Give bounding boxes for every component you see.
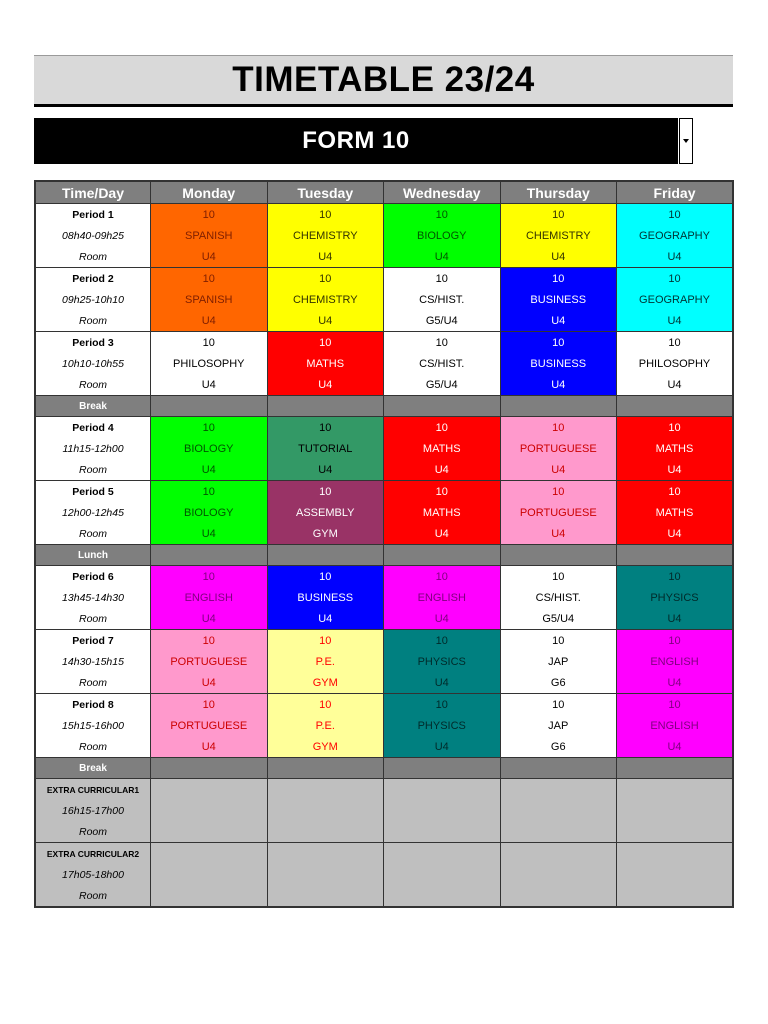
subject-name: PHYSICS [650, 591, 699, 604]
room-code: U4 [318, 378, 333, 391]
subject-name: CHEMISTRY [292, 229, 358, 242]
class-group: 10 [552, 208, 565, 221]
class-group: 10 [668, 485, 681, 498]
subject-name: BUSINESS [530, 357, 587, 370]
period-time: 09h25-10h10 [62, 293, 124, 306]
period-label: Period 7 [72, 634, 114, 647]
lesson-cell[interactable] [384, 417, 501, 481]
subject-name: PORTUGUESE [170, 719, 248, 732]
room-code: U4 [201, 250, 216, 263]
room-label: Room [78, 825, 107, 838]
subject-name: MATHS [655, 442, 694, 455]
empty-slot-cell[interactable] [384, 779, 501, 843]
header-friday: Friday [617, 181, 734, 204]
class-group: 10 [552, 698, 565, 711]
time-cell [35, 417, 151, 481]
class-group: 10 [319, 336, 332, 349]
class-group: 10 [319, 698, 332, 711]
empty-slot-cell[interactable] [500, 843, 617, 908]
room-code: GYM [312, 676, 338, 689]
class-group: 10 [435, 421, 448, 434]
form-title: FORM 10 [302, 127, 410, 154]
room-code: GYM [312, 740, 338, 753]
class-group: 10 [202, 698, 215, 711]
period-time: 14h30-15h15 [62, 655, 124, 668]
room-code: GYM [312, 527, 338, 540]
subject-name: P.E. [315, 719, 335, 732]
subject-name: CHEMISTRY [525, 229, 591, 242]
subject-name: JAP [548, 655, 569, 668]
subject-name: PHILOSOPHY [172, 357, 245, 370]
separator-fill [267, 758, 384, 779]
separator-fill [151, 758, 268, 779]
room-code: G5/U4 [425, 378, 458, 391]
period-row [35, 630, 733, 694]
lesson-cell[interactable] [151, 332, 268, 396]
room-code: U4 [434, 740, 449, 753]
lesson-cell[interactable] [151, 566, 268, 630]
lesson-cell[interactable] [500, 332, 617, 396]
time-cell [35, 566, 151, 630]
room-code: U4 [201, 527, 216, 540]
class-group: 10 [668, 421, 681, 434]
subject-name: MATHS [422, 442, 461, 455]
class-group: 10 [435, 634, 448, 647]
period-row [35, 332, 733, 396]
period-time: 08h40-09h25 [62, 229, 124, 242]
room-label: Room [78, 250, 107, 263]
subject-name: MATHS [306, 357, 345, 370]
period-row [35, 204, 733, 268]
separator-fill [384, 396, 501, 417]
time-cell [35, 630, 151, 694]
period-time: 13h45-14h30 [62, 591, 124, 604]
subject-name: PHILOSOPHY [638, 357, 711, 370]
room-code: U4 [434, 463, 449, 476]
subject-name: CS/HIST. [535, 591, 581, 604]
class-group: 10 [202, 272, 215, 285]
subject-name: ENGLISH [184, 591, 233, 604]
lesson-cell[interactable] [267, 694, 384, 758]
empty-slot-cell[interactable] [267, 779, 384, 843]
lesson-cell[interactable] [500, 694, 617, 758]
subject-name: JAP [548, 719, 569, 732]
lesson-cell[interactable] [267, 332, 384, 396]
room-label: Room [78, 378, 107, 391]
room-code: U4 [318, 612, 333, 625]
room-code: U4 [551, 314, 566, 327]
class-group: 10 [668, 272, 681, 285]
separator-fill [617, 545, 734, 566]
period-time: 11h15-12h00 [62, 442, 124, 455]
room-code: U4 [318, 314, 333, 327]
room-code: U4 [201, 676, 216, 689]
class-group: 10 [319, 421, 332, 434]
subject-name: CS/HIST. [419, 293, 465, 306]
title-bar [34, 55, 733, 107]
room-label: Room [78, 889, 107, 902]
lesson-cell[interactable] [500, 204, 617, 268]
empty-slot-cell[interactable] [151, 779, 268, 843]
empty-slot-cell[interactable] [151, 843, 268, 908]
period-time: 10h10-10h55 [62, 357, 124, 370]
period-label: Period 2 [72, 272, 114, 285]
subject-name: GEOGRAPHY [639, 229, 710, 242]
room-code: U4 [667, 740, 682, 753]
separator-fill [151, 545, 268, 566]
subject-name: PORTUGUESE [519, 442, 597, 455]
class-group: 10 [202, 570, 215, 583]
room-label: Room [78, 527, 107, 540]
separator-label: Break [35, 396, 151, 417]
room-code: U4 [667, 314, 682, 327]
class-group: 10 [668, 336, 681, 349]
caret-down-icon [682, 138, 690, 144]
room-code: U4 [551, 250, 566, 263]
time-cell [35, 843, 151, 908]
separator-label: Break [35, 758, 151, 779]
empty-slot-cell[interactable] [500, 779, 617, 843]
room-code: U4 [201, 740, 216, 753]
subject-name: ENGLISH [417, 591, 466, 604]
lesson-cell[interactable] [500, 417, 617, 481]
subject-name: PHYSICS [417, 655, 466, 668]
period-label: Period 6 [72, 570, 114, 583]
subject-name: TUTORIAL [298, 442, 353, 455]
page-title: TIMETABLE 23/24 [232, 60, 535, 99]
subject-name: P.E. [315, 655, 335, 668]
room-code: U4 [667, 463, 682, 476]
time-cell [35, 204, 151, 268]
lesson-cell[interactable] [151, 417, 268, 481]
timetable [34, 180, 734, 908]
extra-curricular-row [35, 843, 733, 908]
lesson-cell[interactable] [151, 481, 268, 545]
lesson-cell[interactable] [151, 694, 268, 758]
subject-name: SPANISH [185, 229, 233, 242]
class-group: 10 [668, 208, 681, 221]
form-selector-bar [34, 118, 678, 164]
lesson-cell[interactable] [267, 566, 384, 630]
subject-name: MATHS [655, 506, 694, 519]
room-code: U4 [667, 250, 682, 263]
subject-name: BUSINESS [530, 293, 587, 306]
lesson-cell[interactable] [500, 630, 617, 694]
period-row [35, 417, 733, 481]
room-code: U4 [201, 463, 216, 476]
room-code: U4 [318, 250, 333, 263]
separator-fill [384, 758, 501, 779]
subject-name: ENGLISH [650, 655, 699, 668]
lesson-cell[interactable] [617, 566, 734, 630]
room-code: U4 [667, 378, 682, 391]
room-code: U4 [551, 378, 566, 391]
period-time: 16h15-17h00 [62, 804, 124, 817]
separator-fill [267, 396, 384, 417]
lesson-cell[interactable] [384, 630, 501, 694]
period-time: 15h15-16h00 [62, 719, 124, 732]
lesson-cell[interactable] [500, 268, 617, 332]
class-group: 10 [202, 208, 215, 221]
separator-row [35, 758, 733, 779]
room-code: U4 [551, 463, 566, 476]
room-code: U4 [434, 612, 449, 625]
empty-slot-cell[interactable] [617, 843, 734, 908]
room-code: U4 [434, 250, 449, 263]
class-group: 10 [668, 570, 681, 583]
separator-fill [267, 545, 384, 566]
class-group: 10 [319, 485, 332, 498]
room-code: G5/U4 [425, 314, 458, 327]
separator-fill [617, 758, 734, 779]
subject-name: CS/HIST. [419, 357, 465, 370]
class-group: 10 [552, 421, 565, 434]
lesson-cell[interactable] [384, 268, 501, 332]
subject-name: BIOLOGY [183, 442, 234, 455]
subject-name: ENGLISH [650, 719, 699, 732]
class-group: 10 [668, 634, 681, 647]
lesson-cell[interactable] [384, 481, 501, 545]
class-group: 10 [435, 698, 448, 711]
lesson-cell[interactable] [617, 268, 734, 332]
header-wednesday: Wednesday [384, 181, 501, 204]
lesson-cell[interactable] [151, 630, 268, 694]
class-group: 10 [202, 485, 215, 498]
period-time: 12h00-12h45 [62, 506, 124, 519]
period-label: Period 5 [72, 485, 114, 498]
lesson-cell[interactable] [384, 566, 501, 630]
class-group: 10 [435, 570, 448, 583]
form-dropdown-button[interactable] [679, 118, 693, 164]
class-group: 10 [319, 208, 332, 221]
lesson-cell[interactable] [617, 204, 734, 268]
room-code: U4 [551, 527, 566, 540]
header-thursday: Thursday [500, 181, 617, 204]
class-group: 10 [435, 208, 448, 221]
room-code: U4 [201, 378, 216, 391]
period-label: Period 1 [72, 208, 114, 221]
class-group: 10 [552, 272, 565, 285]
room-code: U4 [201, 612, 216, 625]
room-code: U4 [434, 676, 449, 689]
class-group: 10 [202, 421, 215, 434]
class-group: 10 [668, 698, 681, 711]
class-group: 10 [552, 634, 565, 647]
room-label: Room [78, 676, 107, 689]
subject-name: BIOLOGY [183, 506, 234, 519]
lesson-cell[interactable] [267, 268, 384, 332]
period-label: EXTRA CURRICULAR2 [46, 848, 140, 859]
subject-name: MATHS [422, 506, 461, 519]
lesson-cell[interactable] [500, 481, 617, 545]
separator-fill [151, 396, 268, 417]
separator-fill [500, 758, 617, 779]
lesson-cell[interactable] [267, 417, 384, 481]
lesson-cell[interactable] [151, 204, 268, 268]
room-code: U4 [667, 676, 682, 689]
class-group: 10 [202, 336, 215, 349]
room-code: U4 [318, 463, 333, 476]
class-group: 10 [552, 485, 565, 498]
lesson-cell[interactable] [384, 694, 501, 758]
time-cell [35, 779, 151, 843]
room-label: Room [78, 740, 107, 753]
lesson-cell[interactable] [267, 630, 384, 694]
separator-label: Lunch [35, 545, 151, 566]
lesson-cell[interactable] [617, 417, 734, 481]
period-label: EXTRA CURRICULAR1 [46, 784, 140, 795]
class-group: 10 [319, 634, 332, 647]
subject-name: PHYSICS [417, 719, 466, 732]
class-group: 10 [435, 485, 448, 498]
lesson-cell[interactable] [617, 630, 734, 694]
room-code: G6 [550, 740, 566, 753]
class-group: 10 [202, 634, 215, 647]
room-code: U4 [667, 612, 682, 625]
lesson-cell[interactable] [500, 566, 617, 630]
period-row [35, 694, 733, 758]
room-code: G6 [550, 676, 566, 689]
time-cell [35, 332, 151, 396]
subject-name: SPANISH [185, 293, 233, 306]
room-code: U4 [201, 314, 216, 327]
class-group: 10 [552, 570, 565, 583]
subject-name: CHEMISTRY [292, 293, 358, 306]
header-time-day: Time/Day [35, 181, 151, 204]
class-group: 10 [319, 570, 332, 583]
room-label: Room [78, 612, 107, 625]
separator-fill [384, 545, 501, 566]
room-label: Room [78, 314, 107, 327]
period-label: Period 4 [72, 421, 114, 434]
time-cell [35, 694, 151, 758]
lesson-cell[interactable] [267, 204, 384, 268]
period-row [35, 566, 733, 630]
subject-name: BIOLOGY [416, 229, 467, 242]
extra-curricular-row [35, 779, 733, 843]
subject-name: ASSEMBLY [296, 506, 355, 519]
room-code: G5/U4 [542, 612, 575, 625]
room-code: U4 [667, 527, 682, 540]
empty-slot-cell[interactable] [384, 843, 501, 908]
separator-row [35, 396, 733, 417]
lesson-cell[interactable] [267, 481, 384, 545]
room-code: U4 [434, 527, 449, 540]
lesson-cell[interactable] [617, 694, 734, 758]
period-label: Period 8 [72, 698, 114, 711]
header-tuesday: Tuesday [267, 181, 384, 204]
separator-fill [500, 545, 617, 566]
class-group: 10 [319, 272, 332, 285]
lesson-cell[interactable] [151, 268, 268, 332]
period-label: Period 3 [72, 336, 114, 349]
period-row [35, 481, 733, 545]
class-group: 10 [552, 336, 565, 349]
subject-name: PORTUGUESE [170, 655, 248, 668]
class-group: 10 [435, 336, 448, 349]
lesson-cell[interactable] [384, 332, 501, 396]
header-monday: Monday [151, 181, 268, 204]
room-label: Room [78, 463, 107, 476]
empty-slot-cell[interactable] [267, 843, 384, 908]
subject-name: BUSINESS [297, 591, 354, 604]
time-cell [35, 268, 151, 332]
lesson-cell[interactable] [617, 332, 734, 396]
lesson-cell[interactable] [617, 481, 734, 545]
separator-fill [617, 396, 734, 417]
separator-row [35, 545, 733, 566]
empty-slot-cell[interactable] [617, 779, 734, 843]
period-time: 17h05-18h00 [62, 868, 124, 881]
period-row [35, 268, 733, 332]
time-cell [35, 481, 151, 545]
subject-name: GEOGRAPHY [639, 293, 710, 306]
subject-name: PORTUGUESE [519, 506, 597, 519]
class-group: 10 [435, 272, 448, 285]
lesson-cell[interactable] [384, 204, 501, 268]
separator-fill [500, 396, 617, 417]
